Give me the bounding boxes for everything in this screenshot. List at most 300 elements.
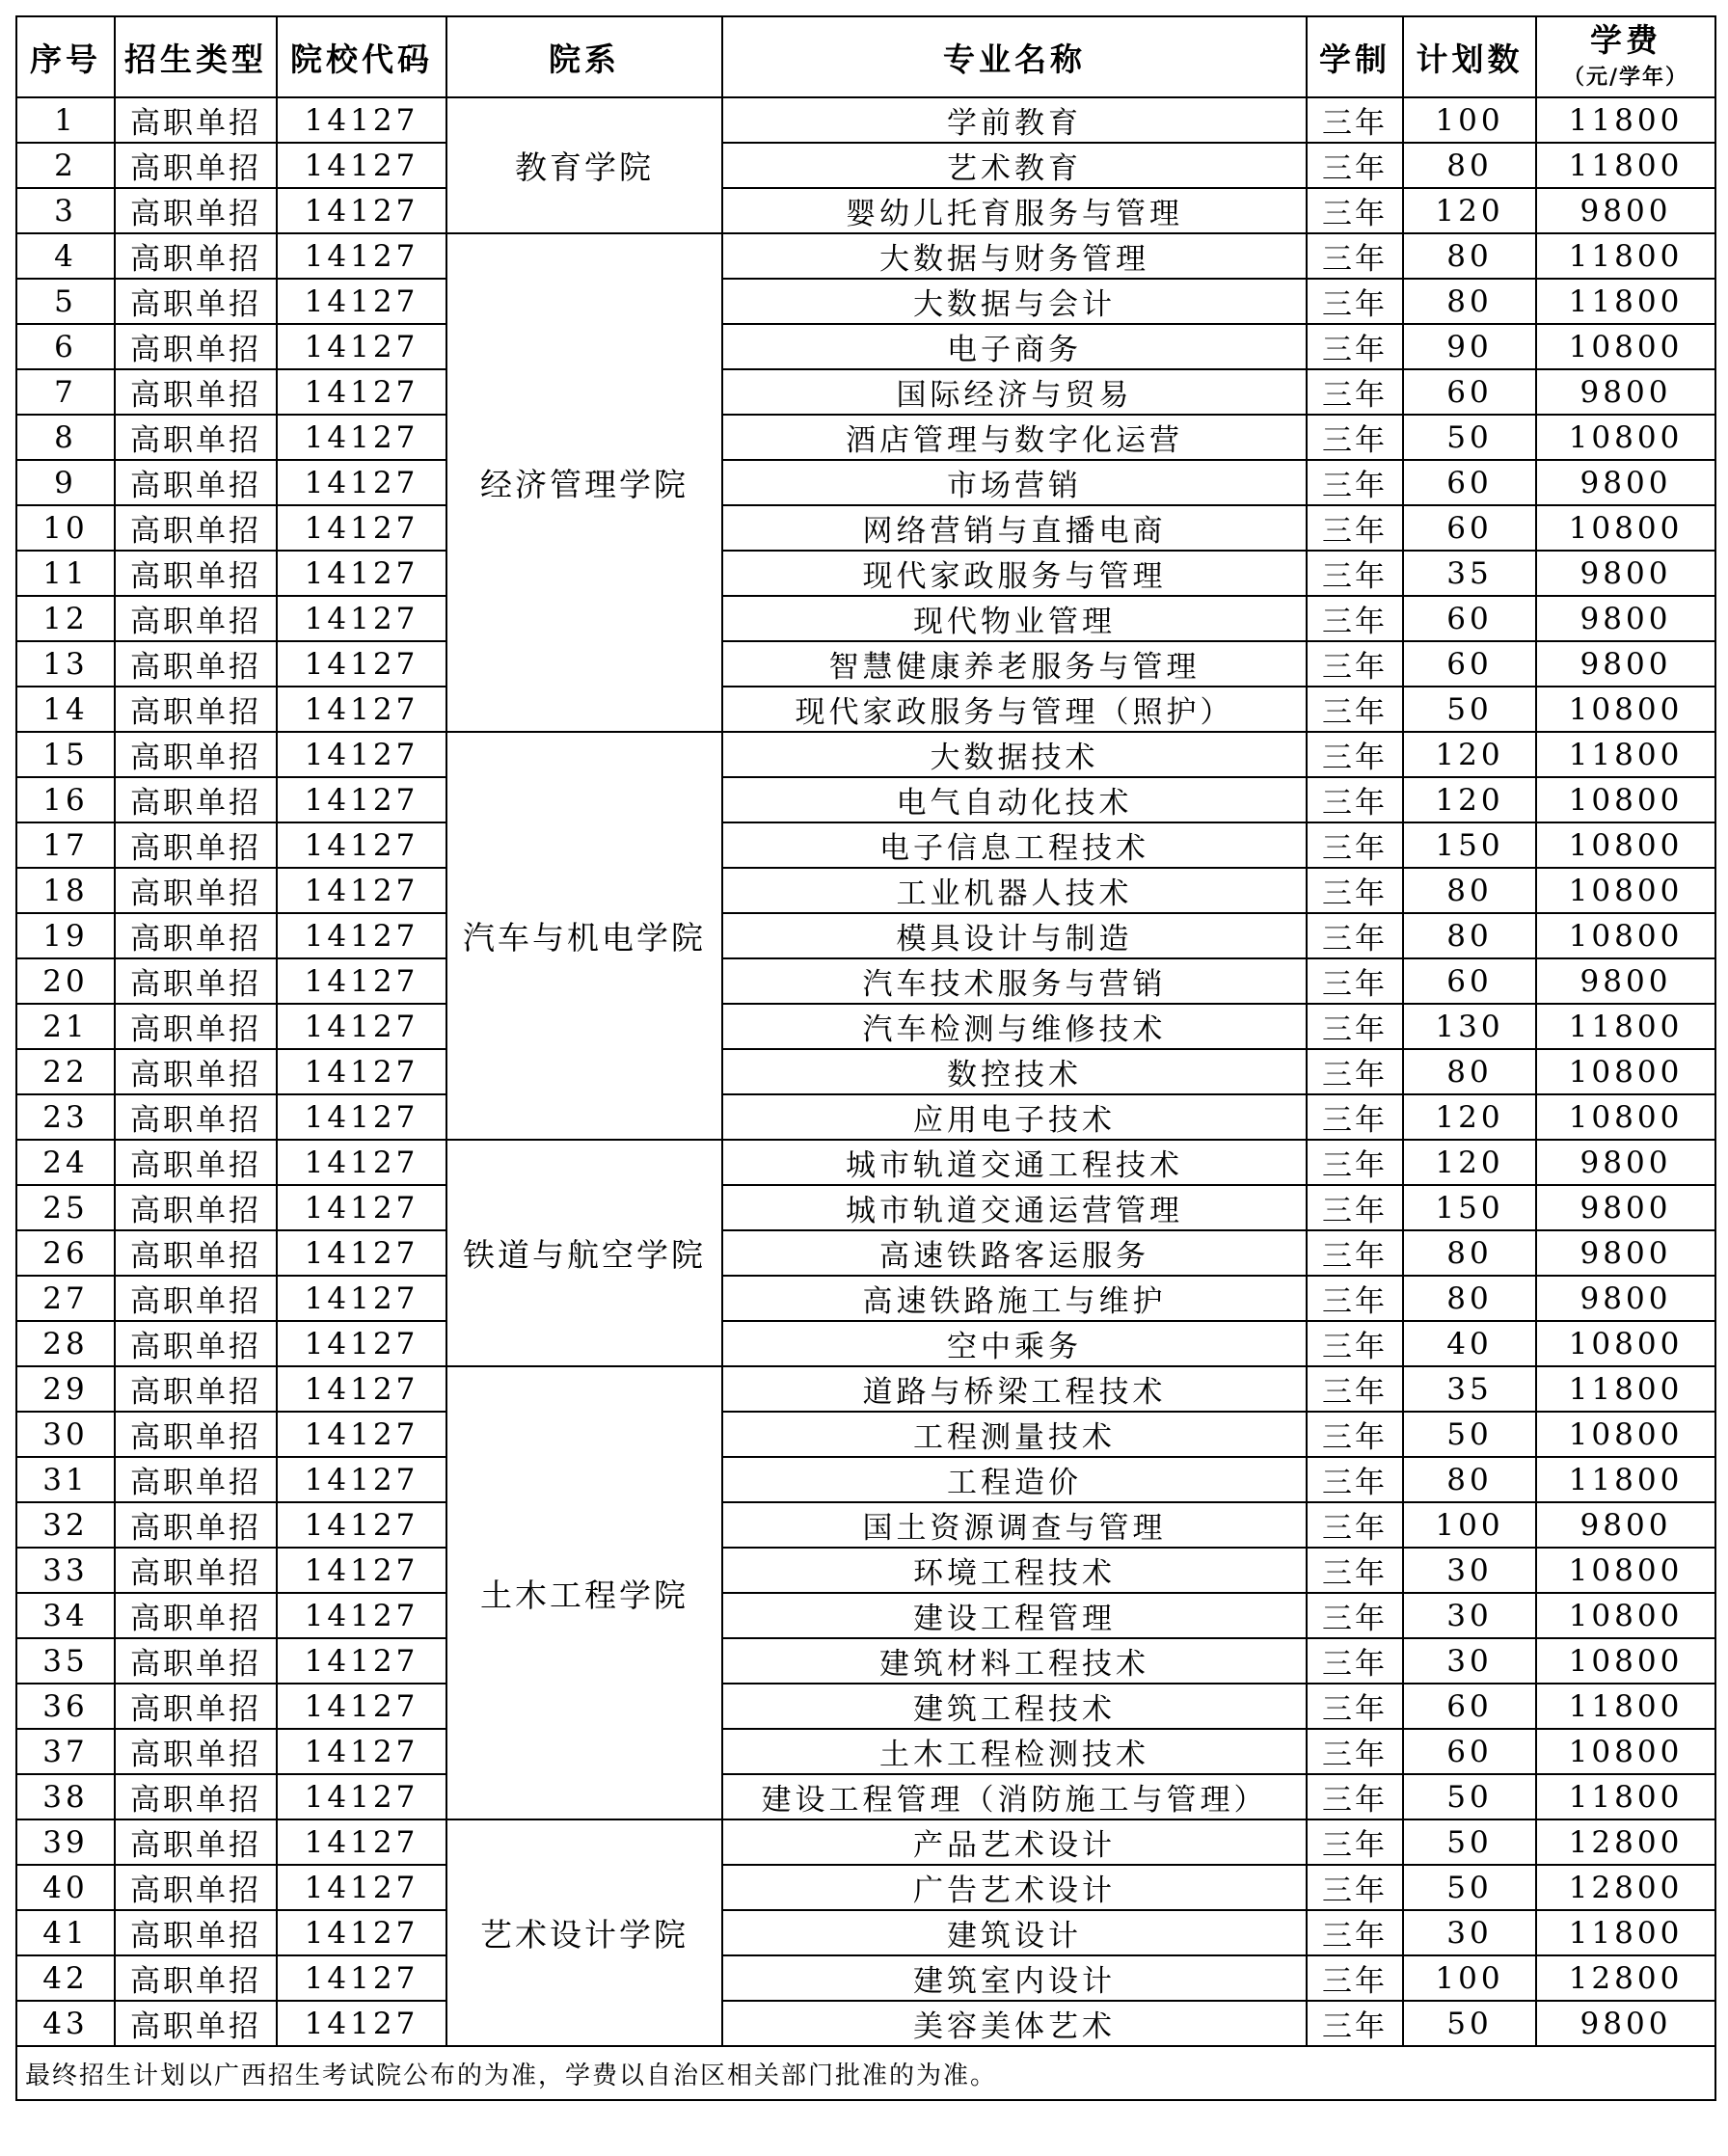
cell-major: 道路与桥梁工程技术 xyxy=(722,1366,1307,1412)
cell-code: 14127 xyxy=(277,1004,446,1049)
cell-duration: 三年 xyxy=(1307,1049,1403,1094)
cell-major: 婴幼儿托育服务与管理 xyxy=(722,188,1307,233)
cell-fee: 10800 xyxy=(1536,505,1715,551)
table-row xyxy=(16,143,1715,188)
cell-code: 14127 xyxy=(277,1502,446,1548)
cell-fee: 11800 xyxy=(1536,1684,1715,1729)
cell-major: 工业机器人技术 xyxy=(722,868,1307,913)
cell-code: 14127 xyxy=(277,1548,446,1593)
cell-fee: 9800 xyxy=(1536,596,1715,641)
cell-seq: 15 xyxy=(16,732,115,777)
table-row xyxy=(16,1955,1715,2001)
cell-plan: 30 xyxy=(1403,1910,1536,1955)
cell-major: 高速铁路施工与维护 xyxy=(722,1276,1307,1321)
cell-plan: 130 xyxy=(1403,1004,1536,1049)
cell-code: 14127 xyxy=(277,822,446,868)
cell-major: 高速铁路客运服务 xyxy=(722,1230,1307,1276)
cell-plan: 120 xyxy=(1403,777,1536,822)
footer-row xyxy=(16,2046,1715,2100)
cell-duration: 三年 xyxy=(1307,687,1403,732)
cell-duration: 三年 xyxy=(1307,1094,1403,1140)
cell-type: 高职单招 xyxy=(115,777,277,822)
cell-code: 14127 xyxy=(277,279,446,324)
table-row xyxy=(16,188,1715,233)
cell-major: 建筑工程技术 xyxy=(722,1684,1307,1729)
cell-major: 建筑设计 xyxy=(722,1910,1307,1955)
table-row xyxy=(16,1684,1715,1729)
cell-code: 14127 xyxy=(277,233,446,279)
enrollment-plan-table xyxy=(15,15,1716,2101)
cell-code: 14127 xyxy=(277,505,446,551)
cell-plan: 60 xyxy=(1403,369,1536,415)
cell-duration: 三年 xyxy=(1307,1865,1403,1910)
cell-type: 高职单招 xyxy=(115,551,277,596)
cell-code: 14127 xyxy=(277,1638,446,1684)
cell-major: 电子商务 xyxy=(722,324,1307,369)
cell-type: 高职单招 xyxy=(115,415,277,460)
cell-fee: 9800 xyxy=(1536,460,1715,505)
cell-duration: 三年 xyxy=(1307,868,1403,913)
cell-duration: 三年 xyxy=(1307,1502,1403,1548)
header-type: 招生类型 xyxy=(115,16,277,97)
cell-type: 高职单招 xyxy=(115,1094,277,1140)
cell-type: 高职单招 xyxy=(115,1819,277,1865)
header-major: 专业名称 xyxy=(722,16,1307,97)
cell-fee: 11800 xyxy=(1536,279,1715,324)
table-row xyxy=(16,687,1715,732)
cell-duration: 三年 xyxy=(1307,97,1403,143)
cell-plan: 60 xyxy=(1403,505,1536,551)
cell-seq: 33 xyxy=(16,1548,115,1593)
cell-plan: 120 xyxy=(1403,732,1536,777)
cell-fee: 10800 xyxy=(1536,1412,1715,1457)
table-row xyxy=(16,732,1715,777)
cell-code: 14127 xyxy=(277,1321,446,1366)
cell-plan: 60 xyxy=(1403,1684,1536,1729)
cell-plan: 60 xyxy=(1403,596,1536,641)
cell-code: 14127 xyxy=(277,1457,446,1502)
cell-type: 高职单招 xyxy=(115,641,277,687)
cell-plan: 50 xyxy=(1403,687,1536,732)
cell-fee: 10800 xyxy=(1536,1593,1715,1638)
cell-fee: 10800 xyxy=(1536,868,1715,913)
cell-seq: 27 xyxy=(16,1276,115,1321)
cell-plan: 120 xyxy=(1403,1140,1536,1185)
cell-plan: 60 xyxy=(1403,641,1536,687)
cell-duration: 三年 xyxy=(1307,369,1403,415)
cell-major: 智慧健康养老服务与管理 xyxy=(722,641,1307,687)
header-dept: 院系 xyxy=(446,16,722,97)
cell-fee: 10800 xyxy=(1536,324,1715,369)
table-row xyxy=(16,1412,1715,1457)
cell-duration: 三年 xyxy=(1307,1004,1403,1049)
cell-type: 高职单招 xyxy=(115,460,277,505)
cell-type: 高职单招 xyxy=(115,1457,277,1502)
cell-code: 14127 xyxy=(277,1366,446,1412)
cell-plan: 50 xyxy=(1403,1412,1536,1457)
cell-seq: 23 xyxy=(16,1094,115,1140)
cell-seq: 16 xyxy=(16,777,115,822)
cell-major: 现代物业管理 xyxy=(722,596,1307,641)
cell-major: 大数据技术 xyxy=(722,732,1307,777)
table-header-row xyxy=(16,16,1715,97)
cell-plan: 100 xyxy=(1403,1502,1536,1548)
cell-fee: 10800 xyxy=(1536,913,1715,958)
cell-code: 14127 xyxy=(277,687,446,732)
cell-plan: 80 xyxy=(1403,279,1536,324)
cell-major: 工程测量技术 xyxy=(722,1412,1307,1457)
cell-code: 14127 xyxy=(277,188,446,233)
cell-fee: 12800 xyxy=(1536,1865,1715,1910)
cell-fee: 9800 xyxy=(1536,2001,1715,2046)
cell-code: 14127 xyxy=(277,1910,446,1955)
cell-duration: 三年 xyxy=(1307,958,1403,1004)
footer-note: 最终招生计划以广西招生考试院公布的为准，学费以自治区相关部门批准的为准。 xyxy=(16,2046,1715,2100)
cell-duration: 三年 xyxy=(1307,1321,1403,1366)
cell-code: 14127 xyxy=(277,143,446,188)
cell-code: 14127 xyxy=(277,2001,446,2046)
cell-code: 14127 xyxy=(277,1230,446,1276)
cell-plan: 150 xyxy=(1403,1185,1536,1230)
header-duration: 学制 xyxy=(1307,16,1403,97)
cell-fee: 12800 xyxy=(1536,1955,1715,2001)
cell-type: 高职单招 xyxy=(115,1366,277,1412)
cell-major: 建筑材料工程技术 xyxy=(722,1638,1307,1684)
cell-department: 教育学院 xyxy=(446,97,722,233)
cell-seq: 24 xyxy=(16,1140,115,1185)
cell-type: 高职单招 xyxy=(115,1548,277,1593)
header-plan: 计划数 xyxy=(1403,16,1536,97)
cell-seq: 40 xyxy=(16,1865,115,1910)
cell-code: 14127 xyxy=(277,369,446,415)
cell-code: 14127 xyxy=(277,1140,446,1185)
cell-major: 应用电子技术 xyxy=(722,1094,1307,1140)
cell-fee: 10800 xyxy=(1536,1638,1715,1684)
cell-major: 学前教育 xyxy=(722,97,1307,143)
cell-seq: 12 xyxy=(16,596,115,641)
cell-fee: 9800 xyxy=(1536,551,1715,596)
cell-type: 高职单招 xyxy=(115,233,277,279)
cell-seq: 18 xyxy=(16,868,115,913)
cell-plan: 60 xyxy=(1403,460,1536,505)
cell-type: 高职单招 xyxy=(115,1049,277,1094)
cell-seq: 29 xyxy=(16,1366,115,1412)
cell-duration: 三年 xyxy=(1307,1774,1403,1819)
cell-duration: 三年 xyxy=(1307,1548,1403,1593)
cell-plan: 80 xyxy=(1403,1276,1536,1321)
cell-seq: 25 xyxy=(16,1185,115,1230)
cell-code: 14127 xyxy=(277,1729,446,1774)
cell-major: 美容美体艺术 xyxy=(722,2001,1307,2046)
cell-plan: 120 xyxy=(1403,1094,1536,1140)
header-fee-label: 学费 xyxy=(1590,21,1661,60)
cell-major: 空中乘务 xyxy=(722,1321,1307,1366)
cell-major: 现代家政服务与管理（照护） xyxy=(722,687,1307,732)
cell-fee: 11800 xyxy=(1536,1910,1715,1955)
cell-duration: 三年 xyxy=(1307,1638,1403,1684)
cell-major: 环境工程技术 xyxy=(722,1548,1307,1593)
cell-seq: 14 xyxy=(16,687,115,732)
table-row xyxy=(16,1502,1715,1548)
table-row xyxy=(16,1094,1715,1140)
cell-seq: 1 xyxy=(16,97,115,143)
cell-department: 土木工程学院 xyxy=(446,1366,722,1819)
cell-fee: 9800 xyxy=(1536,1276,1715,1321)
cell-type: 高职单招 xyxy=(115,324,277,369)
cell-duration: 三年 xyxy=(1307,641,1403,687)
table-row xyxy=(16,551,1715,596)
cell-type: 高职单招 xyxy=(115,1865,277,1910)
cell-major: 国际经济与贸易 xyxy=(722,369,1307,415)
cell-major: 电子信息工程技术 xyxy=(722,822,1307,868)
cell-duration: 三年 xyxy=(1307,1412,1403,1457)
cell-fee: 9800 xyxy=(1536,1185,1715,1230)
table-row xyxy=(16,1457,1715,1502)
cell-type: 高职单招 xyxy=(115,369,277,415)
cell-plan: 60 xyxy=(1403,1729,1536,1774)
cell-major: 建设工程管理 xyxy=(722,1593,1307,1638)
cell-seq: 10 xyxy=(16,505,115,551)
table-row xyxy=(16,1638,1715,1684)
cell-code: 14127 xyxy=(277,1094,446,1140)
cell-seq: 37 xyxy=(16,1729,115,1774)
cell-type: 高职单招 xyxy=(115,1593,277,1638)
cell-code: 14127 xyxy=(277,1819,446,1865)
cell-code: 14127 xyxy=(277,868,446,913)
cell-duration: 三年 xyxy=(1307,1457,1403,1502)
cell-code: 14127 xyxy=(277,1593,446,1638)
table-row xyxy=(16,1593,1715,1638)
cell-code: 14127 xyxy=(277,1276,446,1321)
cell-plan: 30 xyxy=(1403,1593,1536,1638)
table-row xyxy=(16,1865,1715,1910)
cell-fee: 11800 xyxy=(1536,233,1715,279)
cell-plan: 120 xyxy=(1403,188,1536,233)
cell-duration: 三年 xyxy=(1307,2001,1403,2046)
cell-duration: 三年 xyxy=(1307,822,1403,868)
cell-seq: 13 xyxy=(16,641,115,687)
cell-seq: 22 xyxy=(16,1049,115,1094)
cell-fee: 11800 xyxy=(1536,143,1715,188)
cell-code: 14127 xyxy=(277,1865,446,1910)
cell-type: 高职单招 xyxy=(115,1321,277,1366)
table-row xyxy=(16,868,1715,913)
cell-seq: 32 xyxy=(16,1502,115,1548)
cell-major: 大数据与会计 xyxy=(722,279,1307,324)
cell-major: 数控技术 xyxy=(722,1049,1307,1094)
table-row xyxy=(16,958,1715,1004)
cell-fee: 11800 xyxy=(1536,1457,1715,1502)
cell-duration: 三年 xyxy=(1307,596,1403,641)
cell-seq: 39 xyxy=(16,1819,115,1865)
cell-duration: 三年 xyxy=(1307,415,1403,460)
cell-seq: 35 xyxy=(16,1638,115,1684)
cell-fee: 11800 xyxy=(1536,1774,1715,1819)
cell-plan: 30 xyxy=(1403,1548,1536,1593)
cell-major: 电气自动化技术 xyxy=(722,777,1307,822)
cell-fee: 9800 xyxy=(1536,1140,1715,1185)
cell-code: 14127 xyxy=(277,1684,446,1729)
cell-type: 高职单招 xyxy=(115,913,277,958)
cell-type: 高职单招 xyxy=(115,1502,277,1548)
cell-seq: 21 xyxy=(16,1004,115,1049)
cell-major: 建筑室内设计 xyxy=(722,1955,1307,2001)
cell-seq: 43 xyxy=(16,2001,115,2046)
cell-type: 高职单招 xyxy=(115,958,277,1004)
cell-seq: 9 xyxy=(16,460,115,505)
table-row xyxy=(16,777,1715,822)
cell-fee: 12800 xyxy=(1536,1819,1715,1865)
cell-plan: 50 xyxy=(1403,1774,1536,1819)
cell-type: 高职单招 xyxy=(115,1140,277,1185)
cell-department: 汽车与机电学院 xyxy=(446,732,722,1140)
table-row xyxy=(16,913,1715,958)
header-fee-unit: （元/学年） xyxy=(1562,64,1689,90)
cell-major: 艺术教育 xyxy=(722,143,1307,188)
cell-seq: 2 xyxy=(16,143,115,188)
table-row xyxy=(16,1230,1715,1276)
cell-department: 经济管理学院 xyxy=(446,233,722,732)
table-row xyxy=(16,641,1715,687)
cell-plan: 80 xyxy=(1403,913,1536,958)
table-row xyxy=(16,1548,1715,1593)
cell-code: 14127 xyxy=(277,732,446,777)
cell-type: 高职单招 xyxy=(115,1412,277,1457)
cell-major: 城市轨道交通工程技术 xyxy=(722,1140,1307,1185)
cell-duration: 三年 xyxy=(1307,1819,1403,1865)
enrollment-plan-document xyxy=(15,15,1714,2101)
cell-duration: 三年 xyxy=(1307,732,1403,777)
table-row xyxy=(16,1276,1715,1321)
cell-plan: 100 xyxy=(1403,1955,1536,2001)
cell-fee: 11800 xyxy=(1536,732,1715,777)
cell-type: 高职单招 xyxy=(115,596,277,641)
cell-code: 14127 xyxy=(277,551,446,596)
cell-fee: 10800 xyxy=(1536,777,1715,822)
cell-type: 高职单招 xyxy=(115,2001,277,2046)
cell-seq: 28 xyxy=(16,1321,115,1366)
cell-seq: 38 xyxy=(16,1774,115,1819)
cell-type: 高职单招 xyxy=(115,505,277,551)
cell-plan: 150 xyxy=(1403,822,1536,868)
cell-code: 14127 xyxy=(277,1185,446,1230)
cell-duration: 三年 xyxy=(1307,324,1403,369)
cell-type: 高职单招 xyxy=(115,732,277,777)
table-row xyxy=(16,822,1715,868)
cell-major: 土木工程检测技术 xyxy=(722,1729,1307,1774)
cell-seq: 3 xyxy=(16,188,115,233)
cell-type: 高职单招 xyxy=(115,687,277,732)
cell-duration: 三年 xyxy=(1307,1729,1403,1774)
cell-plan: 50 xyxy=(1403,1865,1536,1910)
cell-duration: 三年 xyxy=(1307,233,1403,279)
cell-type: 高职单招 xyxy=(115,1684,277,1729)
cell-seq: 31 xyxy=(16,1457,115,1502)
cell-department: 铁道与航空学院 xyxy=(446,1140,722,1366)
table-row xyxy=(16,233,1715,279)
table-row xyxy=(16,1185,1715,1230)
cell-major: 工程造价 xyxy=(722,1457,1307,1502)
cell-seq: 34 xyxy=(16,1593,115,1638)
table-row xyxy=(16,1004,1715,1049)
cell-fee: 9800 xyxy=(1536,641,1715,687)
cell-plan: 50 xyxy=(1403,2001,1536,2046)
cell-plan: 80 xyxy=(1403,868,1536,913)
cell-seq: 20 xyxy=(16,958,115,1004)
cell-seq: 11 xyxy=(16,551,115,596)
cell-fee: 10800 xyxy=(1536,1049,1715,1094)
table-body xyxy=(16,97,1715,2046)
cell-plan: 60 xyxy=(1403,958,1536,1004)
cell-fee: 10800 xyxy=(1536,1548,1715,1593)
table-row xyxy=(16,369,1715,415)
cell-code: 14127 xyxy=(277,1955,446,2001)
cell-plan: 80 xyxy=(1403,143,1536,188)
cell-plan: 35 xyxy=(1403,551,1536,596)
cell-type: 高职单招 xyxy=(115,1185,277,1230)
cell-major: 大数据与财务管理 xyxy=(722,233,1307,279)
cell-code: 14127 xyxy=(277,958,446,1004)
header-seq: 序号 xyxy=(16,16,115,97)
table-row xyxy=(16,1049,1715,1094)
cell-plan: 80 xyxy=(1403,1457,1536,1502)
table-row xyxy=(16,596,1715,641)
cell-type: 高职单招 xyxy=(115,1004,277,1049)
table-row xyxy=(16,1910,1715,1955)
cell-code: 14127 xyxy=(277,324,446,369)
cell-major: 汽车检测与维修技术 xyxy=(722,1004,1307,1049)
cell-major: 市场营销 xyxy=(722,460,1307,505)
cell-code: 14127 xyxy=(277,1774,446,1819)
table-row xyxy=(16,460,1715,505)
table-row xyxy=(16,1366,1715,1412)
cell-duration: 三年 xyxy=(1307,1276,1403,1321)
cell-duration: 三年 xyxy=(1307,1955,1403,2001)
cell-type: 高职单招 xyxy=(115,188,277,233)
cell-type: 高职单招 xyxy=(115,1910,277,1955)
cell-seq: 26 xyxy=(16,1230,115,1276)
table-row xyxy=(16,1774,1715,1819)
cell-seq: 17 xyxy=(16,822,115,868)
cell-department: 艺术设计学院 xyxy=(446,1819,722,2046)
cell-code: 14127 xyxy=(277,415,446,460)
table-row xyxy=(16,324,1715,369)
cell-type: 高职单招 xyxy=(115,1638,277,1684)
cell-plan: 80 xyxy=(1403,1230,1536,1276)
cell-seq: 4 xyxy=(16,233,115,279)
cell-type: 高职单招 xyxy=(115,1955,277,2001)
cell-type: 高职单招 xyxy=(115,1230,277,1276)
table-row xyxy=(16,1140,1715,1185)
cell-fee: 11800 xyxy=(1536,1366,1715,1412)
cell-plan: 30 xyxy=(1403,1638,1536,1684)
cell-duration: 三年 xyxy=(1307,460,1403,505)
cell-fee: 10800 xyxy=(1536,687,1715,732)
cell-duration: 三年 xyxy=(1307,188,1403,233)
cell-major: 广告艺术设计 xyxy=(722,1865,1307,1910)
cell-seq: 5 xyxy=(16,279,115,324)
cell-fee: 9800 xyxy=(1536,958,1715,1004)
table-row xyxy=(16,1729,1715,1774)
cell-type: 高职单招 xyxy=(115,868,277,913)
cell-seq: 6 xyxy=(16,324,115,369)
table-row xyxy=(16,2001,1715,2046)
cell-fee: 9800 xyxy=(1536,1230,1715,1276)
cell-code: 14127 xyxy=(277,1412,446,1457)
cell-type: 高职单招 xyxy=(115,1774,277,1819)
cell-duration: 三年 xyxy=(1307,279,1403,324)
cell-seq: 42 xyxy=(16,1955,115,2001)
